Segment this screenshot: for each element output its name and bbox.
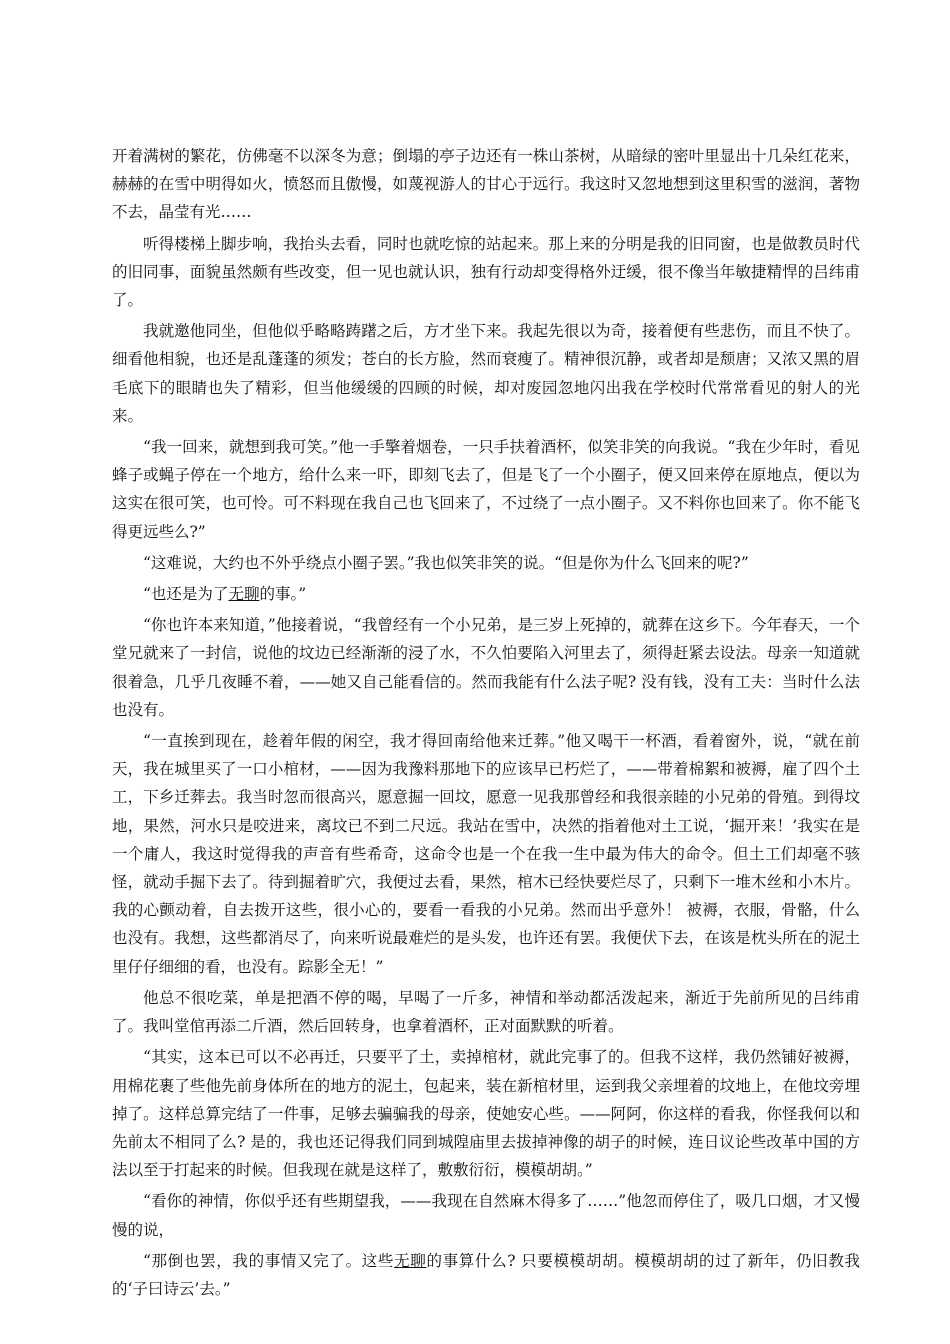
paragraph-7: “你也许本来知道，”他接着说，“我曾经有一个小兄弟，是三岁上死掉的，就葬在这乡下。今年春天，一个堂兄就来了一封信，说他的坟边已经渐渐的浸了水，不久怕要陷入河里去了，须得赶紧去设法。母亲一知道就很着急，几乎几夜睡不着，——她又自己能看信的。然而我能有什么法子呢? 没有钱，没有工夫：当时什么法也没有。	[112, 616, 860, 719]
paragraph-11: “看你的神情，你似乎还有些期望我，——我现在自然麻木得多了……”他忽而停住了，吸几口烟，才又慢慢的说，	[112, 1192, 860, 1239]
paragraph-10: “其实，这本已可以不必再迁，只要平了土，卖掉棺材，就此完事了的。但我不这样，我仍然铺好被褥，用棉花裹了些他先前身体所在的地方的泥土，包起来，装在新棺材里，运到我父亲埋着的坟地上，在他坟旁埋掉了。这样总算完结了一件事，足够去骗骗我的母亲，使她安心些。——阿阿，你这样的看我，你怪我何以和先前太不相同了么? 是的，我也还记得我们同到城隍庙里去拔掉神像的胡子的时候，连日议论些改革中国的方法以至于打起来的时候。但我现在就是这样了，敷敷衍衍，模模胡胡。”	[112, 1048, 860, 1180]
paragraph-4: “我一回来，就想到我可笑。”他一手擎着烟卷，一只手扶着酒杯，似笑非笑的向我说。“我在少年时，看见蜂子或蝇子停在一个地方，给什么来一吓，即刻飞去了，但是飞了一个小圈子，便又回来停在原地点，便以为这实在很可笑，也可怜。可不料现在我自己也飞回来了，不过绕了一点小圈子。又不料你也回来了。你不能飞得更远些么?”	[112, 438, 860, 541]
paragraph-6-post: 的事。”	[259, 585, 307, 604]
paragraph-5: “这难说，大约也不外乎绕点小圈子罢。”我也似笑非笑的说。“但是你为什么飞回来的呢?”	[143, 553, 749, 572]
paragraph-1: 开着满树的繁花，仿佛毫不以深冬为意；倒塌的亭子边还有一株山茶树，从暗绿的密叶里显出十几朵红花来，赫赫的在雪中明得如火，愤怒而且傲慢，如蔑视游人的甘心于远行。我这时又忽地想到这里积雪的滋润，著物不去，晶莹有光……	[112, 147, 860, 222]
paragraph-12-pre: “那倒也罢，我的事情又完了。这些	[143, 1251, 395, 1270]
paragraph-12-post: 的事算什么? 只要模模胡胡。模模胡胡的过了新年，仍旧教我的‘子曰诗云’去。”	[112, 1251, 860, 1298]
paragraph-6-pre: “也还是为了	[143, 585, 229, 604]
paragraph-8: “一直挨到现在，趁着年假的闲空，我才得回南给他来迁葬。”他又喝干一杯酒，看着窗外，说，“就在前天，我在城里买了一口小棺材，——因为我豫料那地下的应该早已朽烂了，——带着棉絮和被褥，雇了四个土工，下乡迁葬去。我当时忽而很高兴，愿意掘一回坟，愿意一见我那曾经和我很亲睦的小兄弟的骨殖。到得坟地，果然，河水只是咬进来，离坟已不到二尺远。我站在雪中，决然的指着他对土工说，‘掘开来！’我实在是一个庸人，我这时觉得我的声音有些希奇，这命令也是一个在我一生中最为伟大的命令。但土工们却毫不骇怪，就动手掘下去了。待到掘着旷穴，我便过去看，果然，棺木已经快要烂尽了，只剩下一堆木丝和小木片。我的心颤动着，自去拨开这些，很小心的，要看一看我的小兄弟。然而出乎意外！ 被褥，衣服，骨骼，什么也没有。我想，这些都消尽了，向来听说最难烂的是头发，也许还有罢。我便伏下去，在该是枕头所在的泥土里仔仔细细的看，也没有。踪影全无！”	[112, 732, 860, 976]
document-body	[112, 142, 860, 1303]
underlined-word: 无聊	[228, 585, 260, 604]
paragraph-6	[112, 580, 860, 608]
paragraph-12	[112, 1247, 860, 1303]
paragraph-9: 他总不很吃菜，单是把酒不停的喝，早喝了一斤多，神情和举动都活泼起来，渐近于先前所见的吕纬甫了。我叫堂倌再添二斤酒，然后回转身，也拿着酒杯，正对面默默的听着。	[112, 988, 860, 1036]
paragraph-2: 听得楼梯上脚步响，我抬头去看，同时也就吃惊的站起来。那上来的分明是我的旧同窗，也是做教员时代的旧同事，面貌虽然颇有些改变，但一见也就认识，独有行动却变得格外迂缓，很不像当年敏捷精悍的吕纬甫了。	[112, 234, 860, 310]
underlined-word: 无聊	[394, 1251, 427, 1270]
paragraph-3: 我就邀他同坐，但他似乎略略踌躇之后，方才坐下来。我起先很以为奇，接着便有些悲伤，而且不快了。细看他相貌，也还是乱蓬蓬的须发；苍白的长方脸，然而衰瘦了。精神很沉静，或者却是颓唐；又浓又黑的眉毛底下的眼睛也失了精彩，但当他缓缓的四顾的时候，却对废园忽地闪出我在学校时代常常看见的射人的光来。	[112, 322, 860, 425]
